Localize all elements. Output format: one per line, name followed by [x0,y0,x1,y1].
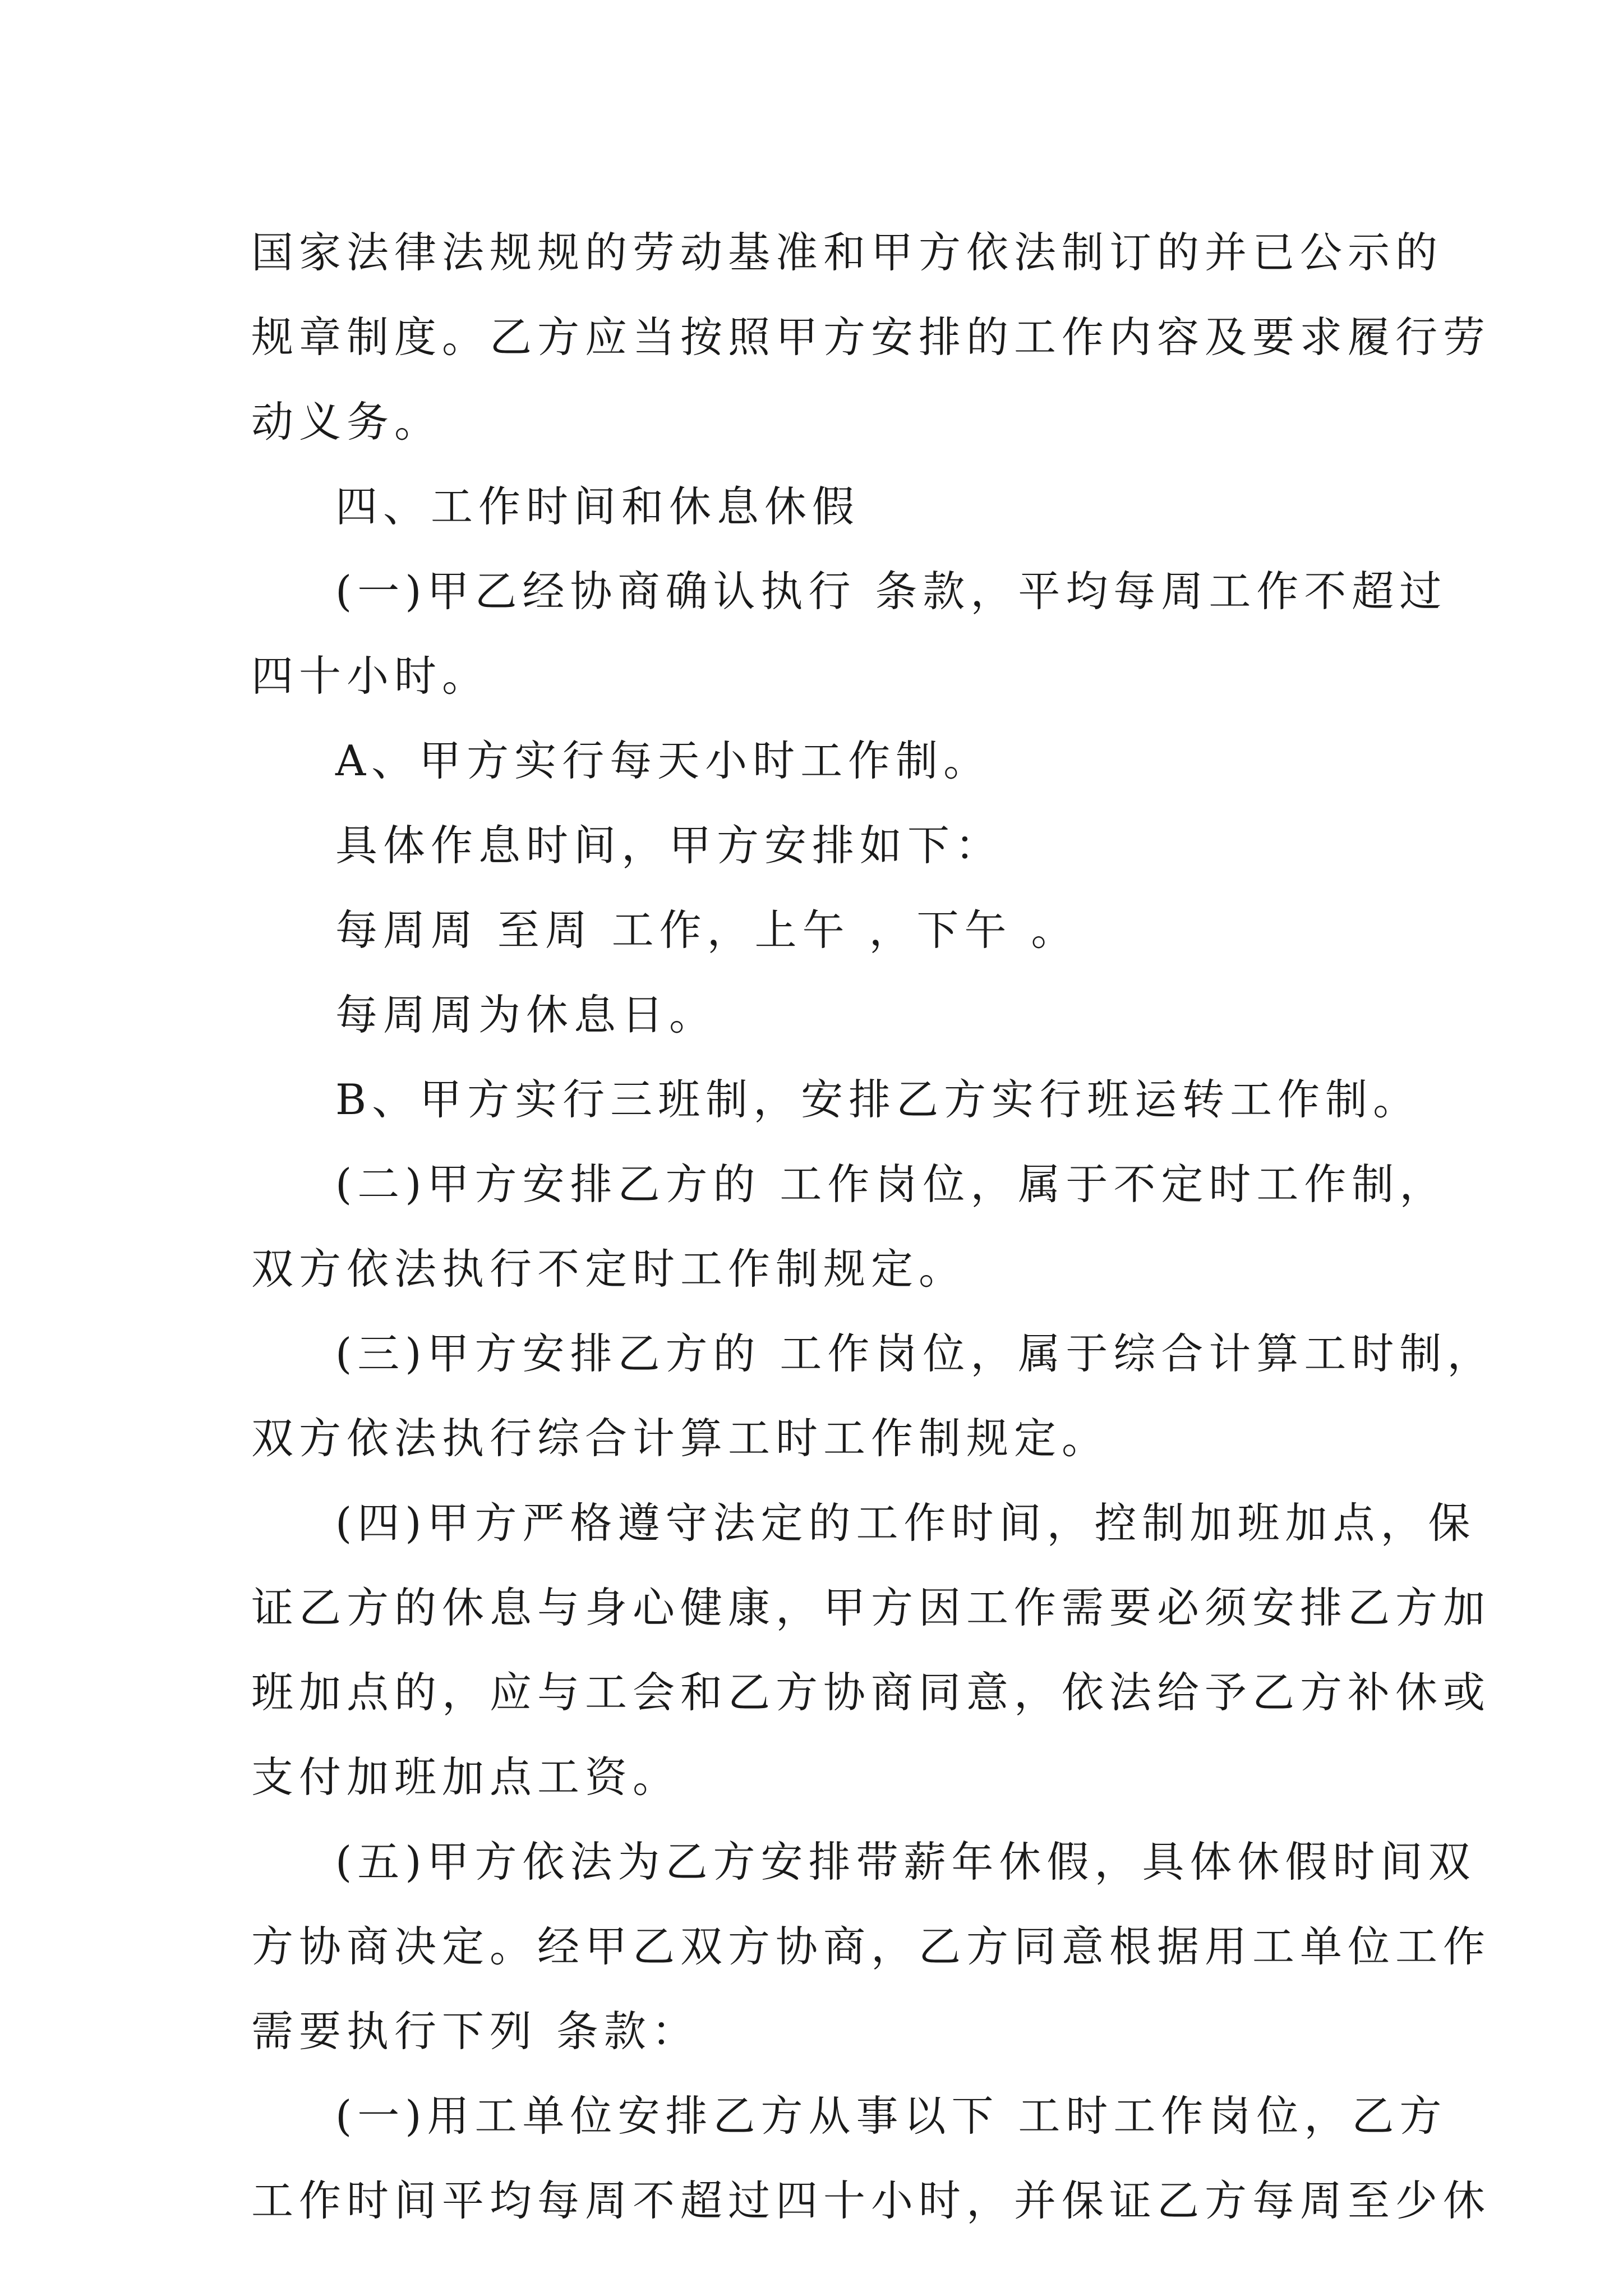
text-line: 证乙方的休息与身心健康，甲方因工作需要必须安排乙方加 [251,1583,1491,1632]
text-line: (五)甲方依法为乙方安排带薪年休假，具体休假时间双 [335,1837,1476,1887]
section-heading: 四、工作时间和休息休假 [335,482,860,531]
text-line: 双方依法执行综合计算工时工作制规定。 [251,1414,1110,1463]
text-line: 支付加班加点工资。 [251,1752,681,1802]
text-line: 国家法律法规规的劳动基准和甲方依法制订的并已公示的 [251,228,1444,277]
text-line: 班加点的，应与工会和乙方协商同意，依法给予乙方补休或 [251,1668,1491,1717]
text-line: (三)甲方安排乙方的 工作岗位，属于综合计算工时制， [335,1329,1495,1378]
text-line: (一)用工单位安排乙方从事以下 工时工作岗位，乙方 [335,2091,1447,2141]
text-line: B、甲方实行三班制，安排乙方实行班运转工作制。 [335,1075,1421,1124]
text-line: (二)甲方安排乙方的 工作岗位，属于不定时工作制， [335,1159,1447,1209]
text-line: 工作时间平均每周不超过四十小时，并保证乙方每周至少休 [251,2176,1491,2225]
text-line: 每周周为休息日。 [335,990,717,1039]
text-line: A、甲方实行每天小时工作制。 [335,736,992,785]
text-line: 具体作息时间，甲方安排如下： [335,821,1003,870]
text-line: 规章制度。乙方应当按照甲方安排的工作内容及要求履行劳 [251,312,1491,362]
document-body [251,210,1495,2243]
text-line: 每周周 至周 工作，上午 ，下午 。 [335,905,1079,955]
text-line: (四)甲方严格遵守法定的工作时间，控制加班加点，保 [335,1498,1476,1548]
text-line: (一)甲乙经协商确认执行 条款，平均每周工作不超过 [335,567,1447,616]
text-line: 双方依法执行不定时工作制规定。 [251,1244,967,1294]
text-line: 四十小时。 [251,651,490,701]
text-line: 需要执行下列 条款： [251,2007,699,2056]
text-line: 方协商决定。经甲乙双方协商，乙方同意根据用工单位工作 [251,1922,1491,1971]
text-line: 动义务。 [251,397,442,447]
